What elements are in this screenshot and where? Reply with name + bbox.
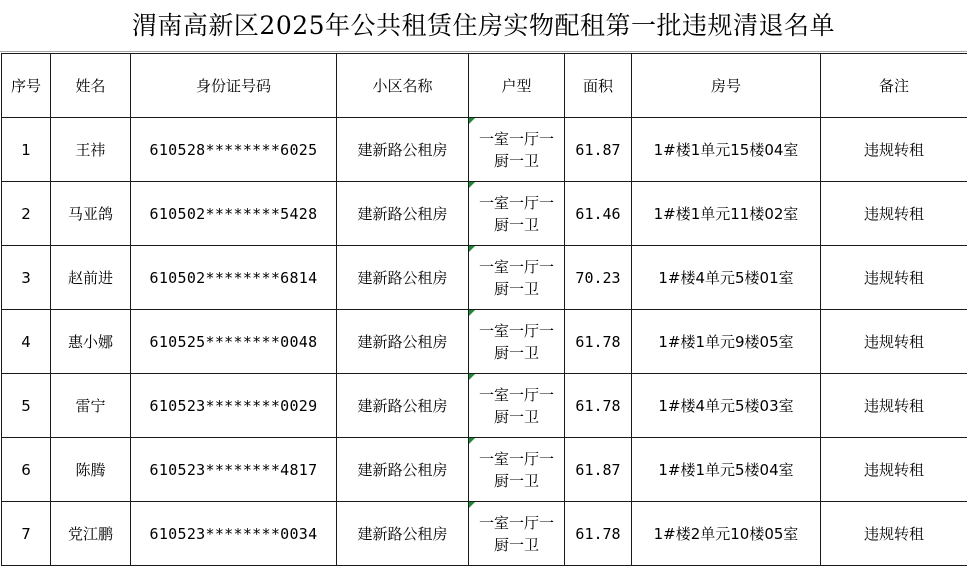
cell-id-number[interactable]: 610502********6814 <box>131 246 337 310</box>
unit-type-text: 一室一厅一厨一卫 <box>478 321 554 362</box>
cell-name[interactable]: 惠小娜 <box>51 310 131 374</box>
cell-unit-type[interactable] <box>469 438 565 502</box>
cell-comment-marker-icon <box>469 438 475 444</box>
header-room[interactable]: 房号 <box>632 54 821 118</box>
cell-note[interactable]: 违规转租 <box>821 118 967 182</box>
cell-note[interactable]: 违规转租 <box>821 438 967 502</box>
cell-room[interactable]: 1#楼2单元10楼05室 <box>632 502 821 566</box>
cell-seq[interactable]: 5 <box>2 374 51 438</box>
cell-community[interactable]: 建新路公租房 <box>337 438 469 502</box>
header-note[interactable]: 备注 <box>821 54 967 118</box>
cell-community[interactable]: 建新路公租房 <box>337 502 469 566</box>
table-row <box>2 182 967 246</box>
cell-name[interactable]: 党江鹏 <box>51 502 131 566</box>
cell-community[interactable]: 建新路公租房 <box>337 246 469 310</box>
cell-id-number[interactable]: 610523********0034 <box>131 502 337 566</box>
header-seq[interactable]: 序号 <box>2 54 51 118</box>
cell-unit-type[interactable] <box>469 502 565 566</box>
unit-type-text: 一室一厅一厨一卫 <box>478 257 554 298</box>
cell-seq[interactable]: 2 <box>2 182 51 246</box>
cell-name[interactable]: 赵前进 <box>51 246 131 310</box>
cell-name[interactable]: 王祎 <box>51 118 131 182</box>
cell-comment-marker-icon <box>469 374 475 380</box>
cell-seq[interactable]: 3 <box>2 246 51 310</box>
cell-unit-type[interactable] <box>469 182 565 246</box>
cell-area[interactable]: 61.78 <box>565 502 632 566</box>
cell-community[interactable]: 建新路公租房 <box>337 310 469 374</box>
table-row <box>2 118 967 182</box>
cell-community[interactable]: 建新路公租房 <box>337 118 469 182</box>
cell-area[interactable]: 61.78 <box>565 374 632 438</box>
cell-area[interactable]: 61.46 <box>565 182 632 246</box>
cell-area[interactable]: 61.78 <box>565 310 632 374</box>
cell-room[interactable]: 1#楼4单元5楼01室 <box>632 246 821 310</box>
unit-type-text: 一室一厅一厨一卫 <box>478 193 554 234</box>
cell-area[interactable]: 61.87 <box>565 118 632 182</box>
cell-room[interactable]: 1#楼1单元5楼04室 <box>632 438 821 502</box>
unit-type-text: 一室一厅一厨一卫 <box>478 449 554 490</box>
table-row <box>2 502 967 566</box>
cell-comment-marker-icon <box>469 246 475 252</box>
header-unit-type[interactable]: 户型 <box>469 54 565 118</box>
cell-comment-marker-icon <box>469 118 475 124</box>
cell-unit-type[interactable] <box>469 118 565 182</box>
cell-seq[interactable]: 7 <box>2 502 51 566</box>
header-area[interactable]: 面积 <box>565 54 632 118</box>
cell-seq[interactable]: 4 <box>2 310 51 374</box>
cell-note[interactable]: 违规转租 <box>821 374 967 438</box>
unit-type-text: 一室一厅一厨一卫 <box>478 129 554 170</box>
cell-room[interactable]: 1#楼1单元15楼04室 <box>632 118 821 182</box>
unit-type-text: 一室一厅一厨一卫 <box>478 385 554 426</box>
cell-id-number[interactable]: 610523********0029 <box>131 374 337 438</box>
cell-note[interactable]: 违规转租 <box>821 182 967 246</box>
cell-room[interactable]: 1#楼4单元5楼03室 <box>632 374 821 438</box>
cell-room[interactable]: 1#楼1单元11楼02室 <box>632 182 821 246</box>
sheet-title: 渭南高新区2025年公共租赁住房实物配租第一批违规清退名单 <box>0 0 967 52</box>
eviction-list-table <box>1 53 967 566</box>
cell-comment-marker-icon <box>469 310 475 316</box>
table-body <box>2 118 967 566</box>
cell-area[interactable]: 61.87 <box>565 438 632 502</box>
cell-room[interactable]: 1#楼1单元9楼05室 <box>632 310 821 374</box>
cell-community[interactable]: 建新路公租房 <box>337 374 469 438</box>
cell-id-number[interactable]: 610502********5428 <box>131 182 337 246</box>
cell-unit-type[interactable] <box>469 246 565 310</box>
table-row <box>2 374 967 438</box>
header-name[interactable]: 姓名 <box>51 54 131 118</box>
table-row <box>2 438 967 502</box>
cell-note[interactable]: 违规转租 <box>821 246 967 310</box>
cell-id-number[interactable]: 610528********6025 <box>131 118 337 182</box>
cell-name[interactable]: 陈腾 <box>51 438 131 502</box>
header-community[interactable]: 小区名称 <box>337 54 469 118</box>
unit-type-text: 一室一厅一厨一卫 <box>478 513 554 554</box>
cell-note[interactable]: 违规转租 <box>821 310 967 374</box>
table-row <box>2 310 967 374</box>
cell-note[interactable]: 违规转租 <box>821 502 967 566</box>
cell-comment-marker-icon <box>469 502 475 508</box>
table-row <box>2 246 967 310</box>
cell-area[interactable]: 70.23 <box>565 246 632 310</box>
table-header-row <box>2 54 967 118</box>
cell-seq[interactable]: 6 <box>2 438 51 502</box>
cell-unit-type[interactable] <box>469 374 565 438</box>
cell-comment-marker-icon <box>469 182 475 188</box>
cell-id-number[interactable]: 610525********0048 <box>131 310 337 374</box>
cell-id-number[interactable]: 610523********4817 <box>131 438 337 502</box>
cell-unit-type[interactable] <box>469 310 565 374</box>
cell-seq[interactable]: 1 <box>2 118 51 182</box>
cell-name[interactable]: 雷宁 <box>51 374 131 438</box>
cell-community[interactable]: 建新路公租房 <box>337 182 469 246</box>
header-id-number[interactable]: 身份证号码 <box>131 54 337 118</box>
cell-name[interactable]: 马亚鸽 <box>51 182 131 246</box>
